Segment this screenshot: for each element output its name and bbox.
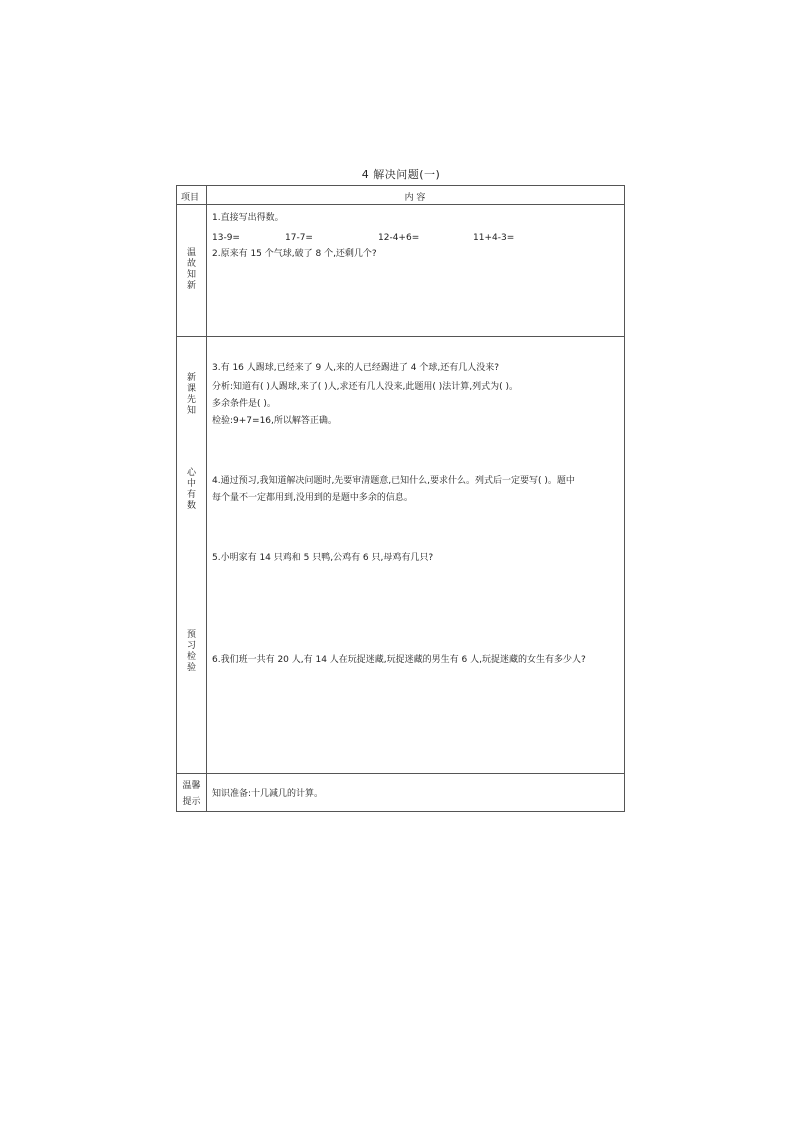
question-3-check: 检验:9+7=16,所以解答正确。 xyxy=(212,416,337,426)
column-divider xyxy=(206,186,207,811)
question-3-extra-condition: 多余条件是( )。 xyxy=(212,399,276,409)
document-title: 4 解决问题(一) xyxy=(361,168,441,181)
row-divider-review xyxy=(177,336,624,337)
know-by-heart-section-label: 心 中 有 数 xyxy=(186,468,196,511)
tip-text: 知识准备:十几减几的计算。 xyxy=(212,789,324,799)
calc-item: 17-7= xyxy=(285,233,313,243)
review-section-label: 温 故 知 新 xyxy=(186,248,196,291)
question-2-text: 2.原来有 15 个气球,破了 8 个,还剩几个? xyxy=(212,249,377,259)
question-3-analysis: 分析:知道有( )人踢球,来了( )人,求还有几人没来,此题用( )法计算,列式为( )。 xyxy=(212,382,519,392)
header-item-label: 项目 xyxy=(181,193,200,203)
question-5-text: 5.小明家有 14 只鸡和 5 只鸭,公鸡有 6 只,母鸡有几只? xyxy=(212,553,434,563)
question-4-line: 每个量不一定都用到,没用到的是题中多余的信息。 xyxy=(212,493,413,503)
header-content-label: 内 容 xyxy=(404,193,426,203)
question-6-text: 6.我们班一共有 20 人,有 14 人在玩捉迷藏,玩捉迷藏的男生有 6 人,玩捉迷藏的女生有多少人? xyxy=(212,655,586,665)
question-3-line: 3.有 16 人踢球,已经来了 9 人,来的人已经踢进了 4 个球,还有几人没来? xyxy=(212,363,500,373)
new-lesson-section-label: 新 课 先 知 xyxy=(186,373,196,416)
question-1-text: 1.直接写出得数。 xyxy=(212,213,284,223)
worksheet-table xyxy=(176,185,625,812)
question-4-line: 4.通过预习,我知道解决问题时,先要审清题意,已知什么,要求什么。列式后一定要写( )。题中 xyxy=(212,476,575,486)
calc-item: 13-9= xyxy=(212,233,240,243)
row-divider-tip xyxy=(177,773,624,774)
calc-item: 11+4-3= xyxy=(473,233,515,243)
calc-item: 12-4+6= xyxy=(378,233,420,243)
tip-section-label: 温馨 提示 xyxy=(182,781,201,807)
header-divider xyxy=(177,204,624,205)
preview-check-section-label: 预 习 检 验 xyxy=(186,630,196,673)
